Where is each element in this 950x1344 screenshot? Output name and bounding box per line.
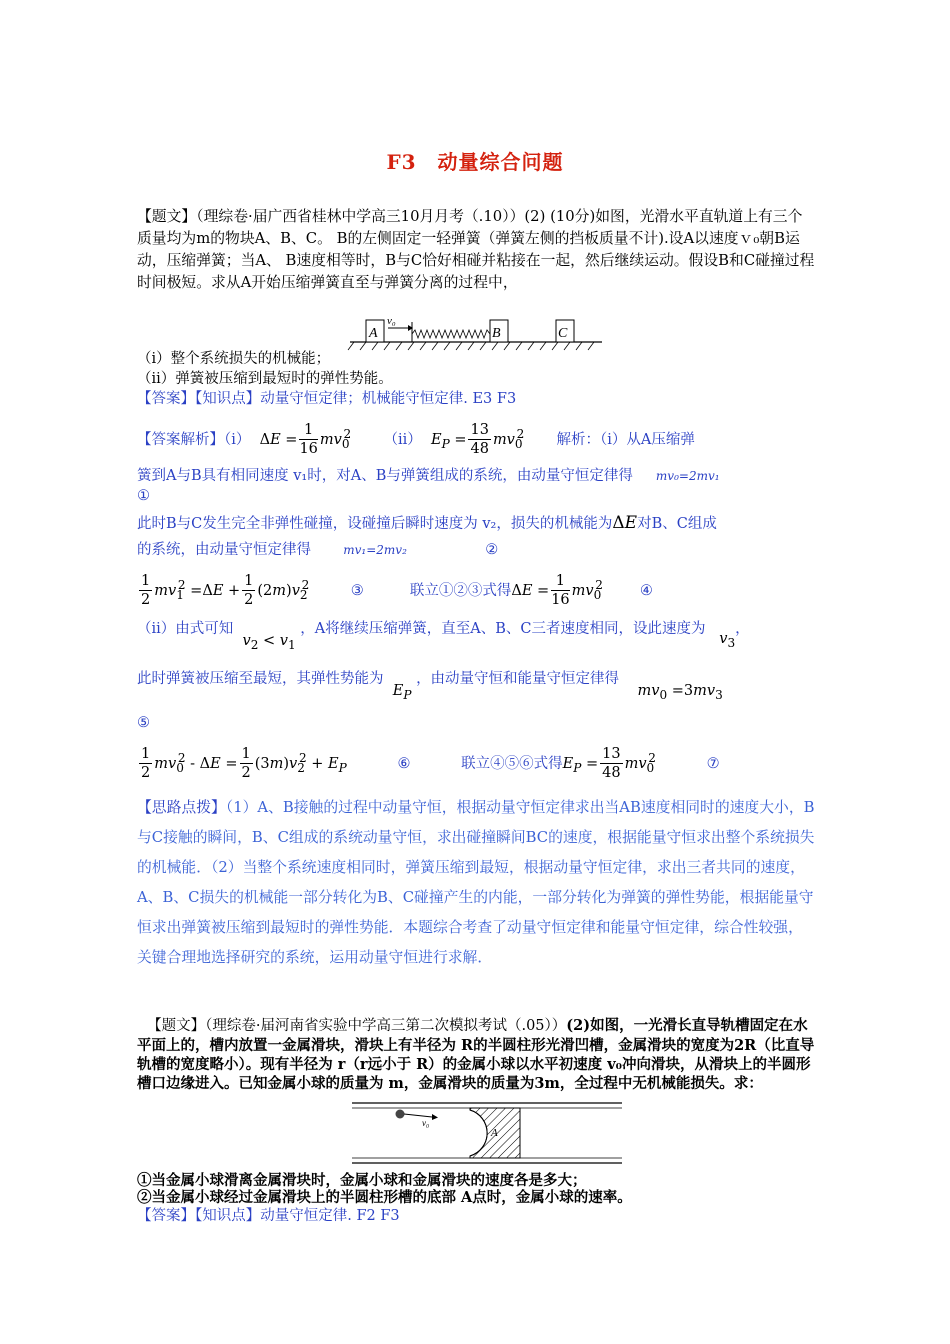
q1-answer: 【答案】【知识点】动量守恒定律；机械能守恒定律. E3 F3 [137,391,517,407]
analysis-line4: 的系统，由动量守恒定律得 [137,542,311,558]
lianli-1: 联立①②③式得 [409,582,512,599]
q1-figure-blocks [346,310,606,352]
analysis-row-8: $\frac{1}{2}$ $mv_0^2$ - ΔE = $\frac{1}{2}$ $(3m)v_2^2 + E_P$ ⑥ 联立④⑤⑥式得$E_P$ = $\frac{13}{48}$ $mv_0^2$ ⑦ [141,746,720,782]
circle-3: ③ [350,582,364,599]
q2-figure-slider [352,1100,624,1168]
analysis-line3a: 此时B与C发生完全非弹性碰撞，设碰撞后瞬时速度为 v₂，损失的机械能为 [137,516,613,532]
block-c-label: C [558,326,568,341]
block-a-label: A [369,326,378,341]
eq1: mv₀=2mv₁ [655,469,720,483]
silu-text: （1）A、B接触的过程中动量守恒，根据动量守恒定律求出当AB速度相同时的速度大小，B与C接触的瞬间，B、C组成的系统动量守恒，求出碰撞瞬间BC的速度，根据能量守恒求出整个系统损失的机械能．（2）当整个系统速度相同时，弹簧压缩到最短，根据动量守恒定律，求出三者共同的速度，A、B、C损失的机械能一部分转化为B、C碰撞产生的内能，一部分转化为弹簧的弹性势能，根据能量守恒求出弹簧被压缩到最短时的弹性势能．本题综合考查了动量守恒定律和能量守恒定律，综合性较强，关键合理地选择研究的系统，运用动量守恒进行求解． [137,799,815,966]
metal-ball [396,1110,405,1119]
q2-tag: 【题文】 [147,1018,206,1034]
analysis-row-1: 【答案解析】（i） ΔE = $\frac{1}{16}$ $mv_0^2$ （ii） $E_P$ = $\frac{13}{48}$ $mv_0^2$ 解析：（i）从A压缩弹 [137,422,695,458]
q1-tag: 【题文】 [137,208,197,225]
circle-4: ④ [639,582,653,599]
q1-sub2: （ii）弹簧被压缩到最短时的弹性势能。 [137,371,393,387]
q2-sub1: ①当金属小球滑离金属滑块时，金属小球和金属滑块的速度各是多大； [137,1172,587,1189]
eq2: mv₁=2mv₂ [343,543,407,557]
analysis-row-5: $\frac{1}{2}$ $mv_1^2 =\Delta E$ + $\frac{1}{2}$ $(2m)v_2^2$ ③ 联立①②③式得ΔE = $\frac{1}{16}$ $mv_0^2$ ④ [141,573,653,609]
circle-1: ① [137,488,150,504]
q2-velocity-label: v₀ [422,1118,430,1128]
analysis-ii: （ii） [383,431,422,448]
analysis-line7a: 此时弹簧被压缩至最短，其弹性势能为 [137,671,384,687]
analysis-tag: 【答案解析】 [137,431,224,448]
circle-6: ⑥ [397,755,411,772]
analysis-line3b: 对B、C组成 [637,516,717,532]
q1-text [137,206,817,294]
analysis-row-2 [137,464,827,485]
q2-answer: 【答案】【知识点】动量守恒定律. F2 F3 [137,1208,400,1224]
q1-sub1: （i）整个系统损失的机械能； [137,351,331,367]
analysis-row-7: 此时弹簧被压缩至最短，其弹性势能为 $E_P$ ，由动量守恒和能量守恒定律得 $mv_0 =3mv_3$ [137,671,723,702]
analysis-row-4 [137,538,827,559]
analysis-line6b: ，A将继续压缩弹簧，直至A、B、C三者速度相同，设此速度为 [300,621,706,637]
analysis-line7b: ，由动量守恒和能量守恒定律得 [416,671,620,687]
page-title: F3 动量综合问题 [386,150,564,174]
velocity-label: v₀ [387,315,396,327]
point-a-label: A [491,1127,498,1139]
q1-body: （理综卷·届广西省桂林中学高三10月月考（.10））(2) (10分)如图，光滑水平直轨道上有三个质量均为m的物块A、B、C。 B的左侧固定一轻弹簧（弹簧左侧的挡板质量不计).设A以速度ｖ₀朝B运动，压缩弹簧；当A、 B速度相等时，B与C恰好相碰并粘接在一起，然后继续运动。假设B和C碰撞过程时间极短。求从A开始压缩弹簧直至与弹簧分离的过程中， [137,208,815,291]
analysis-i: （i） [224,431,251,448]
analysis-row-3: 此时B与C发生完全非弹性碰撞，设碰撞后瞬时速度为 v₂，损失的机械能为ΔE对B、C组成 [137,513,717,533]
q2-text [137,1016,817,1093]
circle-7: ⑦ [706,755,720,772]
q2-sub2: ②当金属小球经过金属滑块上的半圆柱形槽的底部 A点时，金属小球的速率。 [137,1189,632,1206]
circle-5: ⑤ [137,715,150,731]
analysis-line2: 簧到A与B具有相同速度 v₁时，对A、B与弹簧组成的系统，由动量守恒定律得 [137,468,633,484]
lianli-2: 联立④⑤⑥式得 [461,755,563,772]
q2-source: （理综卷·届河南省实验中学高三第二次模拟考试（.05）） [205,1018,567,1034]
block-b-label: B [492,326,501,341]
analysis-row-6: （ii）由式可知 $v_2 < v_1$ ，A将继续压缩弹簧，直至A、B、C三者速度相同，设此速度为 $v_3$， [137,621,750,652]
silu-tag: 【思路点拨】 [137,799,226,816]
silu-block [137,793,817,973]
analysis-jiexi: 解析：（i）从A压缩弹 [556,431,695,448]
circle-2: ② [485,542,499,558]
q2-body: (2)如图，一光滑长直导轨槽固定在水平面上的，槽内放置一金属滑块，滑块上有半径为 R的半圆柱形光滑凹槽，金属滑块的宽度为2R（比直导轨槽的宽度略小）。现有半径为 r（r远小于 R）的金属小球以水平初速度 v₀冲向滑块，从滑块上的半圆形槽口边缘进入。已知金属小球的质量为 m，金属滑块的质量为3m，全过程中无机械能损失。求： [137,1017,815,1092]
analysis-line6a: （ii）由式可知 [137,621,234,637]
